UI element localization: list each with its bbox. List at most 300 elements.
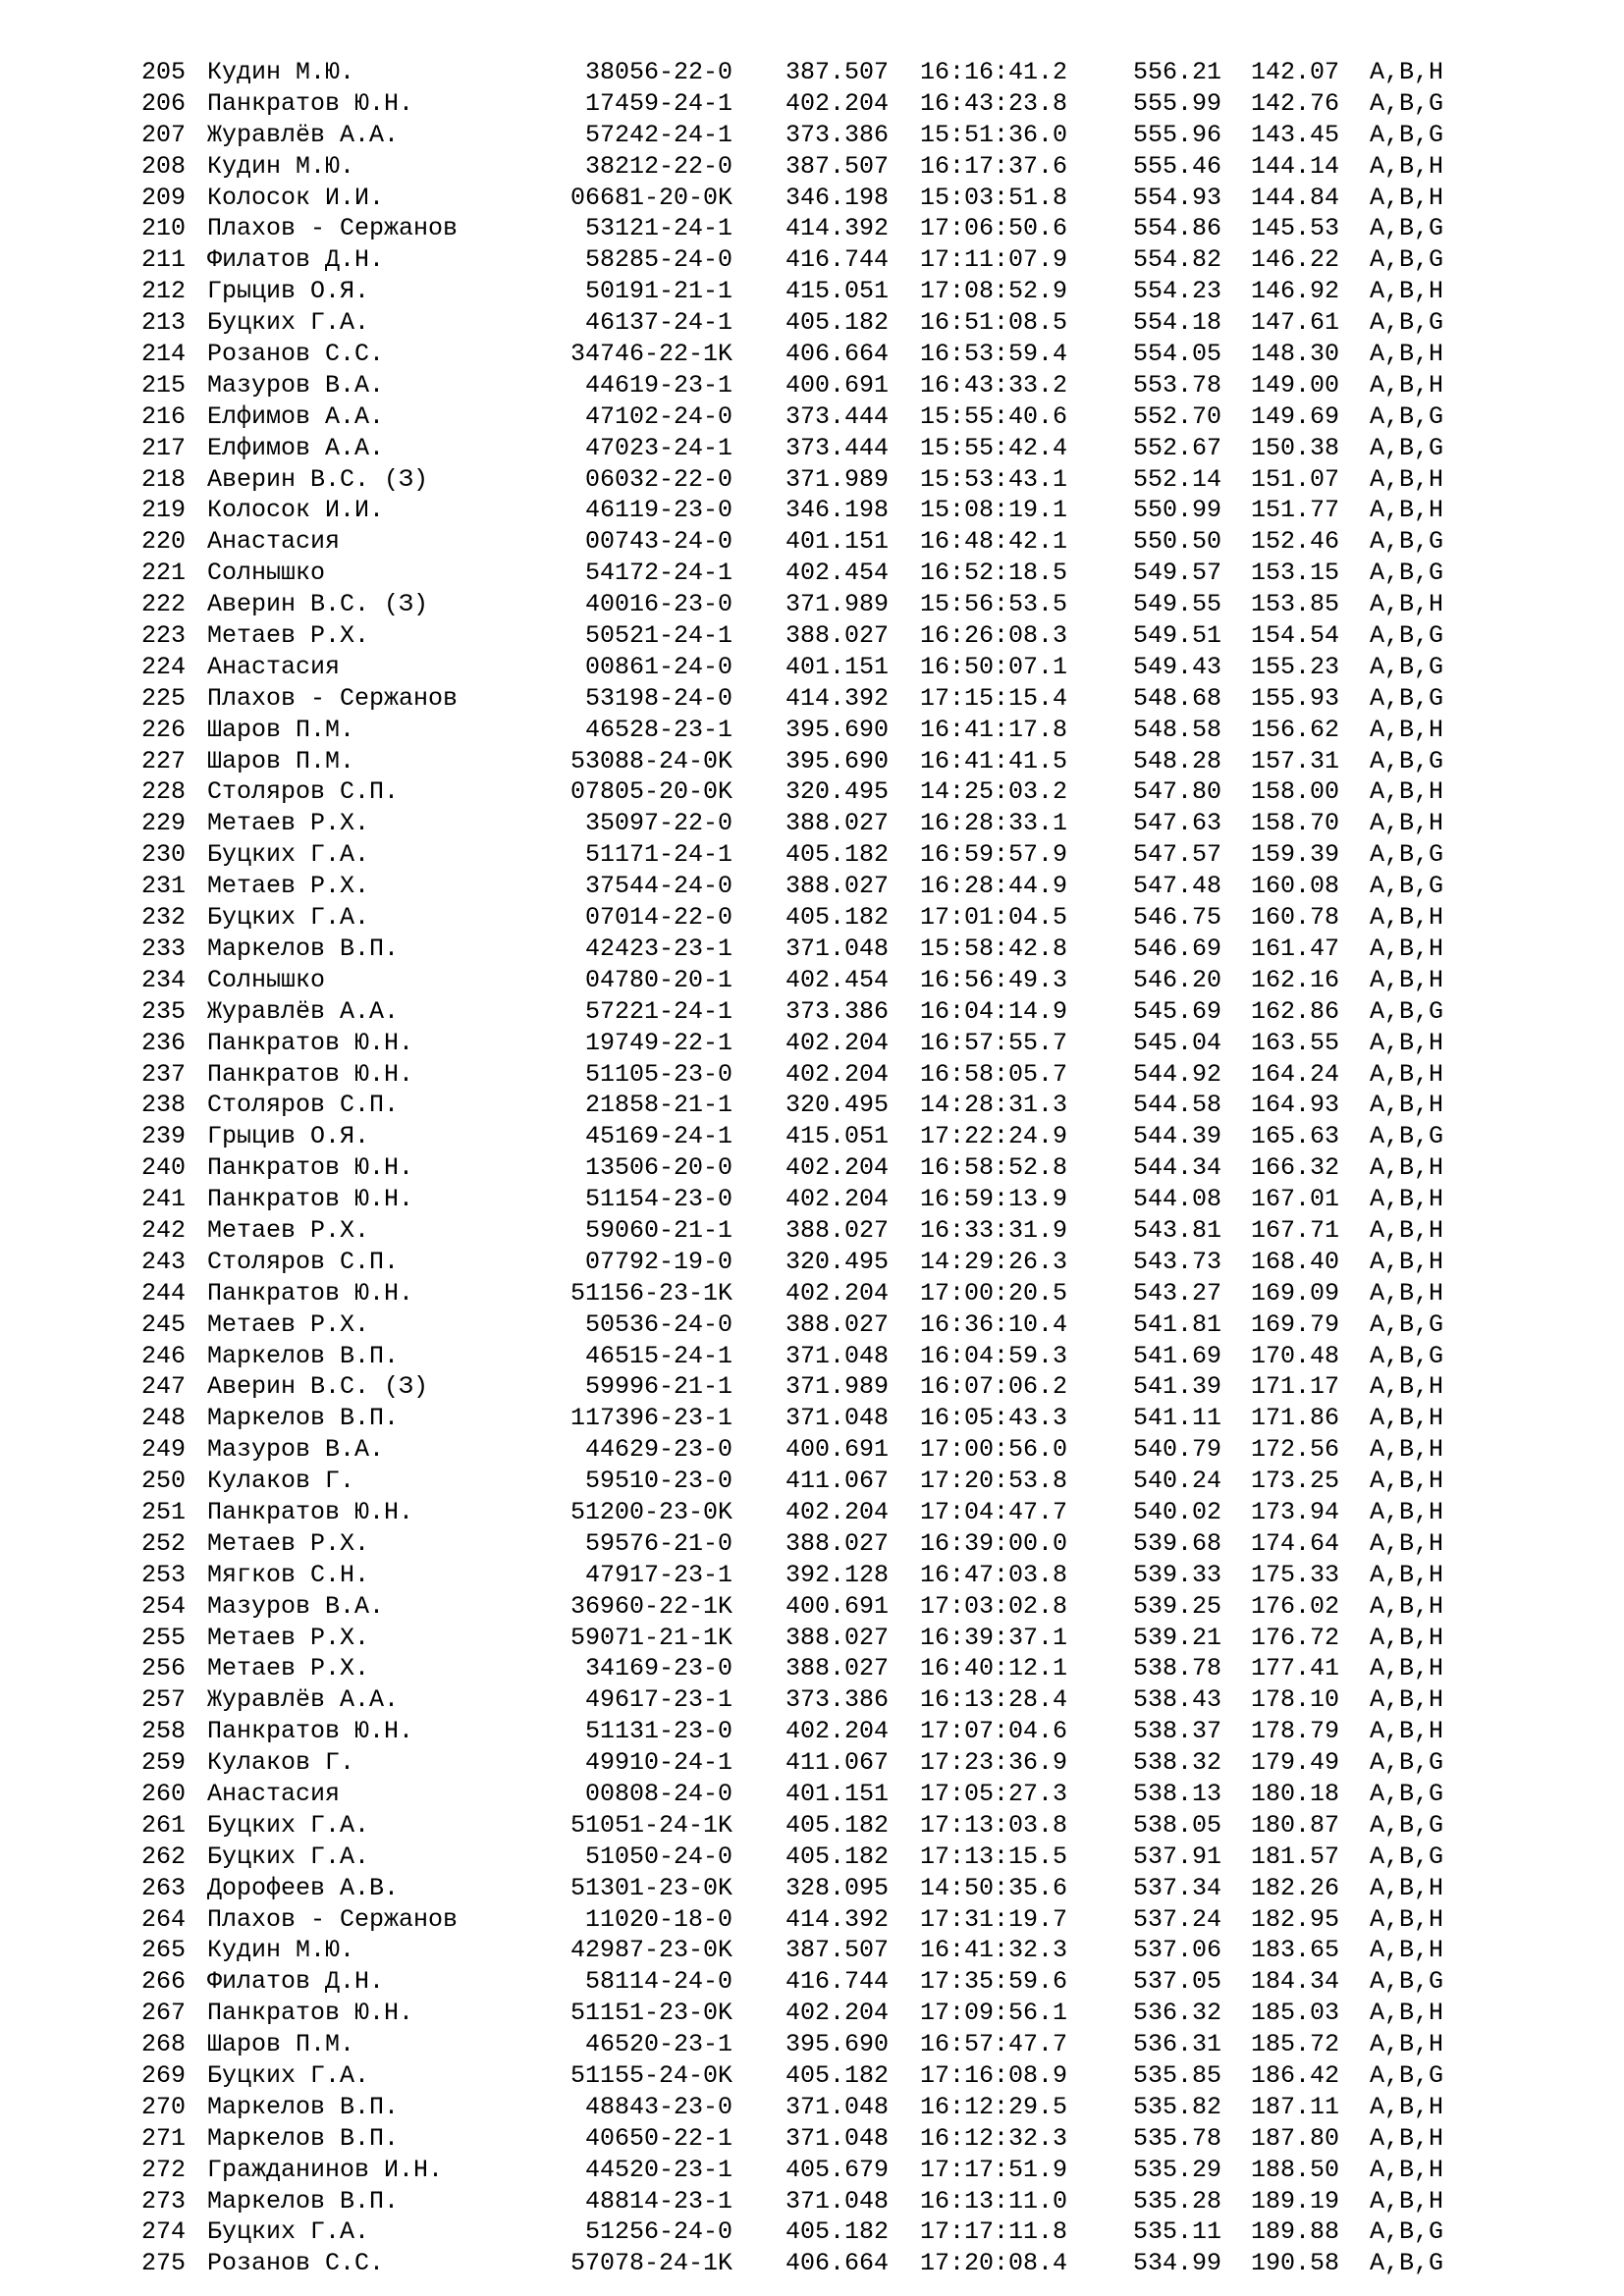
arrival-time-cell: 17:06:50.6 bbox=[920, 214, 1068, 243]
group-cell: A,B,H bbox=[1370, 1904, 1444, 1934]
coefficient-cell: 168.40 bbox=[1251, 1247, 1340, 1276]
place-cell: 253 bbox=[141, 1560, 187, 1589]
fancier-name-cell: Буцких Г.А. bbox=[207, 308, 370, 338]
arrival-time-cell: 16:17:37.6 bbox=[920, 151, 1068, 181]
speed-cell: 544.92 bbox=[1133, 1059, 1222, 1089]
distance-cell: 346.198 bbox=[785, 183, 890, 212]
distance-cell: 373.386 bbox=[785, 996, 890, 1026]
fancier-name-cell: Мазуров В.А. bbox=[207, 370, 385, 400]
coefficient-cell: 174.64 bbox=[1251, 1528, 1340, 1558]
speed-cell: 547.48 bbox=[1133, 872, 1222, 901]
ring-number-cell: 51051-24-1K bbox=[569, 1810, 732, 1840]
coefficient-cell: 144.84 bbox=[1251, 183, 1340, 212]
place-cell: 209 bbox=[141, 183, 187, 212]
arrival-time-cell: 16:12:29.5 bbox=[920, 2092, 1068, 2121]
coefficient-cell: 169.79 bbox=[1251, 1309, 1340, 1339]
group-cell: A,B,H bbox=[1370, 1591, 1444, 1621]
distance-cell: 402.454 bbox=[785, 559, 890, 588]
place-cell: 259 bbox=[141, 1748, 187, 1778]
speed-cell: 540.79 bbox=[1133, 1435, 1222, 1465]
distance-cell: 402.204 bbox=[785, 88, 890, 118]
group-cell: A,B,H bbox=[1370, 58, 1444, 86]
coefficient-cell: 150.38 bbox=[1251, 433, 1340, 462]
distance-cell: 405.182 bbox=[785, 840, 890, 870]
place-cell: 237 bbox=[141, 1059, 187, 1089]
place-cell: 266 bbox=[141, 1967, 187, 1997]
coefficient-cell: 163.55 bbox=[1251, 1028, 1340, 1057]
arrival-time-cell: 16:36:10.4 bbox=[920, 1309, 1068, 1339]
ring-number-cell: 59510-23-0 bbox=[584, 1467, 732, 1496]
fancier-name-cell: Метаев Р.Х. bbox=[207, 872, 370, 901]
distance-cell: 371.989 bbox=[785, 464, 890, 494]
ring-number-cell: 19749-22-1 bbox=[584, 1028, 732, 1057]
coefficient-cell: 162.16 bbox=[1251, 965, 1340, 994]
distance-cell: 402.204 bbox=[785, 1717, 890, 1746]
distance-cell: 373.386 bbox=[785, 120, 890, 149]
place-cell: 213 bbox=[141, 308, 187, 338]
distance-cell: 388.027 bbox=[785, 872, 890, 901]
ring-number-cell: 51156-23-1K bbox=[569, 1278, 732, 1308]
distance-cell: 320.495 bbox=[785, 1091, 890, 1120]
place-cell: 270 bbox=[141, 2092, 187, 2121]
arrival-time-cell: 15:53:43.1 bbox=[920, 464, 1068, 494]
arrival-time-cell: 16:16:41.2 bbox=[920, 58, 1068, 86]
speed-cell: 547.57 bbox=[1133, 840, 1222, 870]
group-cell: A,B,G bbox=[1370, 1748, 1444, 1778]
group-cell: A,B,H bbox=[1370, 1528, 1444, 1558]
ring-number-cell: 07014-22-0 bbox=[584, 903, 732, 933]
arrival-time-cell: 15:08:19.1 bbox=[920, 496, 1068, 525]
fancier-name-cell: Солнышко bbox=[207, 965, 326, 994]
place-cell: 241 bbox=[141, 1185, 187, 1214]
arrival-time-cell: 16:43:23.8 bbox=[920, 88, 1068, 118]
distance-cell: 373.386 bbox=[785, 1685, 890, 1715]
arrival-time-cell: 16:39:37.1 bbox=[920, 1623, 1068, 1652]
speed-cell: 555.96 bbox=[1133, 120, 1222, 149]
coefficient-cell: 160.78 bbox=[1251, 903, 1340, 933]
coefficient-cell: 182.26 bbox=[1251, 1873, 1340, 1902]
coefficient-cell: 153.15 bbox=[1251, 559, 1340, 588]
coefficient-cell: 180.87 bbox=[1251, 1810, 1340, 1840]
place-cell: 233 bbox=[141, 934, 187, 963]
group-cell: A,B,G bbox=[1370, 401, 1444, 431]
speed-cell: 537.06 bbox=[1133, 1936, 1222, 1965]
fancier-name-cell: Панкратов Ю.Н. bbox=[207, 1028, 414, 1057]
group-cell: A,B,G bbox=[1370, 2249, 1444, 2278]
ring-number-cell: 07792-19-0 bbox=[584, 1247, 732, 1276]
arrival-time-cell: 17:20:08.4 bbox=[920, 2249, 1068, 2278]
distance-cell: 414.392 bbox=[785, 214, 890, 243]
group-cell: A,B,H bbox=[1370, 809, 1444, 838]
place-cell: 222 bbox=[141, 590, 187, 619]
coefficient-cell: 173.25 bbox=[1251, 1467, 1340, 1496]
coefficient-cell: 149.00 bbox=[1251, 370, 1340, 400]
arrival-time-cell: 14:29:26.3 bbox=[920, 1247, 1068, 1276]
arrival-time-cell: 17:11:07.9 bbox=[920, 245, 1068, 275]
distance-cell: 402.204 bbox=[785, 1153, 890, 1183]
ring-number-cell: 44619-23-1 bbox=[584, 370, 732, 400]
group-cell: A,B,G bbox=[1370, 746, 1444, 775]
place-cell: 263 bbox=[141, 1873, 187, 1902]
coefficient-cell: 146.22 bbox=[1251, 245, 1340, 275]
ring-number-cell: 34746-22-1K bbox=[569, 340, 732, 369]
arrival-time-cell: 16:50:07.1 bbox=[920, 652, 1068, 681]
group-cell: A,B,H bbox=[1370, 1717, 1444, 1746]
arrival-time-cell: 16:59:57.9 bbox=[920, 840, 1068, 870]
ring-number-cell: 48814-23-1 bbox=[584, 2186, 732, 2216]
group-cell: A,B,H bbox=[1370, 1247, 1444, 1276]
place-cell: 249 bbox=[141, 1435, 187, 1465]
distance-cell: 405.182 bbox=[785, 903, 890, 933]
ring-number-cell: 53088-24-0K bbox=[569, 746, 732, 775]
coefficient-cell: 176.72 bbox=[1251, 1623, 1340, 1652]
group-cell: A,B,H bbox=[1370, 1497, 1444, 1526]
fancier-name-cell: Панкратов Ю.Н. bbox=[207, 1153, 414, 1183]
arrival-time-cell: 16:56:49.3 bbox=[920, 965, 1068, 994]
place-cell: 246 bbox=[141, 1341, 187, 1370]
fancier-name-cell: Маркелов В.П. bbox=[207, 1341, 400, 1370]
fancier-name-cell: Шаров П.М. bbox=[207, 746, 355, 775]
coefficient-cell: 155.23 bbox=[1251, 652, 1340, 681]
distance-cell: 402.204 bbox=[785, 1028, 890, 1057]
distance-cell: 387.507 bbox=[785, 151, 890, 181]
speed-cell: 546.69 bbox=[1133, 934, 1222, 963]
distance-cell: 411.067 bbox=[785, 1748, 890, 1778]
arrival-time-cell: 17:00:20.5 bbox=[920, 1278, 1068, 1308]
group-cell: A,B,H bbox=[1370, 1215, 1444, 1245]
coefficient-cell: 178.10 bbox=[1251, 1685, 1340, 1715]
speed-cell: 540.02 bbox=[1133, 1497, 1222, 1526]
arrival-time-cell: 14:28:31.3 bbox=[920, 1091, 1068, 1120]
speed-cell: 535.78 bbox=[1133, 2123, 1222, 2153]
distance-cell: 402.204 bbox=[785, 1185, 890, 1214]
speed-cell: 547.63 bbox=[1133, 809, 1222, 838]
arrival-time-cell: 16:51:08.5 bbox=[920, 308, 1068, 338]
coefficient-cell: 158.70 bbox=[1251, 809, 1340, 838]
place-cell: 239 bbox=[141, 1122, 187, 1151]
fancier-name-cell: Гражданинов И.Н. bbox=[207, 2155, 444, 2184]
place-cell: 206 bbox=[141, 88, 187, 118]
coefficient-cell: 154.54 bbox=[1251, 621, 1340, 651]
group-cell: A,B,G bbox=[1370, 245, 1444, 275]
distance-cell: 400.691 bbox=[785, 1435, 890, 1465]
fancier-name-cell: Шаров П.М. bbox=[207, 2030, 355, 2059]
fancier-name-cell: Маркелов В.П. bbox=[207, 1404, 400, 1433]
coefficient-cell: 176.02 bbox=[1251, 1591, 1340, 1621]
ring-number-cell: 49617-23-1 bbox=[584, 1685, 732, 1715]
arrival-time-cell: 16:39:00.0 bbox=[920, 1528, 1068, 1558]
ring-number-cell: 47102-24-0 bbox=[584, 401, 732, 431]
ring-number-cell: 00808-24-0 bbox=[584, 1779, 732, 1808]
distance-cell: 402.204 bbox=[785, 1059, 890, 1089]
ring-number-cell: 50191-21-1 bbox=[584, 277, 732, 306]
place-cell: 275 bbox=[141, 2249, 187, 2278]
place-cell: 274 bbox=[141, 2217, 187, 2247]
speed-cell: 555.46 bbox=[1133, 151, 1222, 181]
distance-cell: 388.027 bbox=[785, 621, 890, 651]
speed-cell: 550.50 bbox=[1133, 527, 1222, 557]
distance-cell: 402.204 bbox=[785, 1278, 890, 1308]
speed-cell: 544.39 bbox=[1133, 1122, 1222, 1151]
coefficient-cell: 162.86 bbox=[1251, 996, 1340, 1026]
coefficient-cell: 152.46 bbox=[1251, 527, 1340, 557]
distance-cell: 406.664 bbox=[785, 340, 890, 369]
arrival-time-cell: 16:43:33.2 bbox=[920, 370, 1068, 400]
fancier-name-cell: Панкратов Ю.Н. bbox=[207, 88, 414, 118]
coefficient-cell: 151.07 bbox=[1251, 464, 1340, 494]
coefficient-cell: 188.50 bbox=[1251, 2155, 1340, 2184]
group-cell: A,B,G bbox=[1370, 1122, 1444, 1151]
ring-number-cell: 13506-20-0 bbox=[584, 1153, 732, 1183]
arrival-time-cell: 17:17:11.8 bbox=[920, 2217, 1068, 2247]
place-cell: 243 bbox=[141, 1247, 187, 1276]
distance-cell: 414.392 bbox=[785, 1904, 890, 1934]
ring-number-cell: 51256-24-0 bbox=[584, 2217, 732, 2247]
place-cell: 207 bbox=[141, 120, 187, 149]
arrival-time-cell: 16:57:55.7 bbox=[920, 1028, 1068, 1057]
fancier-name-cell: Колосок И.И. bbox=[207, 496, 385, 525]
arrival-time-cell: 16:28:33.1 bbox=[920, 809, 1068, 838]
place-cell: 251 bbox=[141, 1497, 187, 1526]
coefficient-cell: 149.69 bbox=[1251, 401, 1340, 431]
ring-number-cell: 46515-24-1 bbox=[584, 1341, 732, 1370]
arrival-time-cell: 16:59:13.9 bbox=[920, 1185, 1068, 1214]
place-cell: 231 bbox=[141, 872, 187, 901]
distance-cell: 388.027 bbox=[785, 809, 890, 838]
place-cell: 225 bbox=[141, 683, 187, 713]
distance-cell: 401.151 bbox=[785, 652, 890, 681]
fancier-name-cell: Панкратов Ю.Н. bbox=[207, 1497, 414, 1526]
ring-number-cell: 42987-23-0K bbox=[569, 1936, 732, 1965]
group-cell: A,B,G bbox=[1370, 214, 1444, 243]
arrival-time-cell: 17:35:59.6 bbox=[920, 1967, 1068, 1997]
distance-cell: 411.067 bbox=[785, 1467, 890, 1496]
distance-cell: 395.690 bbox=[785, 746, 890, 775]
arrival-time-cell: 17:05:27.3 bbox=[920, 1779, 1068, 1808]
fancier-name-cell: Буцких Г.А. bbox=[207, 903, 370, 933]
group-cell: A,B,G bbox=[1370, 527, 1444, 557]
ring-number-cell: 46119-23-0 bbox=[584, 496, 732, 525]
fancier-name-cell: Аверин В.С. (З) bbox=[207, 464, 429, 494]
coefficient-cell: 175.33 bbox=[1251, 1560, 1340, 1589]
coefficient-cell: 190.58 bbox=[1251, 2249, 1340, 2278]
distance-cell: 401.151 bbox=[785, 1779, 890, 1808]
fancier-name-cell: Плахов - Сержанов bbox=[207, 683, 459, 713]
arrival-time-cell: 17:00:56.0 bbox=[920, 1435, 1068, 1465]
fancier-name-cell: Маркелов В.П. bbox=[207, 2092, 400, 2121]
group-cell: A,B,H bbox=[1370, 1185, 1444, 1214]
place-cell: 271 bbox=[141, 2123, 187, 2153]
group-cell: A,B,H bbox=[1370, 151, 1444, 181]
fancier-name-cell: Мягков С.Н. bbox=[207, 1560, 370, 1589]
coefficient-cell: 159.39 bbox=[1251, 840, 1340, 870]
group-cell: A,B,H bbox=[1370, 590, 1444, 619]
ring-number-cell: 51301-23-0K bbox=[569, 1873, 732, 1902]
place-cell: 248 bbox=[141, 1404, 187, 1433]
ring-number-cell: 38212-22-0 bbox=[584, 151, 732, 181]
distance-cell: 415.051 bbox=[785, 277, 890, 306]
arrival-time-cell: 15:03:51.8 bbox=[920, 183, 1068, 212]
distance-cell: 402.204 bbox=[785, 1497, 890, 1526]
group-cell: A,B,G bbox=[1370, 1810, 1444, 1840]
fancier-name-cell: Журавлёв А.А. bbox=[207, 996, 400, 1026]
speed-cell: 552.14 bbox=[1133, 464, 1222, 494]
speed-cell: 552.67 bbox=[1133, 433, 1222, 462]
speed-cell: 538.13 bbox=[1133, 1779, 1222, 1808]
coefficient-cell: 151.77 bbox=[1251, 496, 1340, 525]
arrival-time-cell: 17:15:15.4 bbox=[920, 683, 1068, 713]
distance-cell: 387.507 bbox=[785, 58, 890, 86]
ring-number-cell: 51131-23-0 bbox=[584, 1717, 732, 1746]
group-cell: A,B,H bbox=[1370, 1873, 1444, 1902]
group-cell: A,B,H bbox=[1370, 965, 1444, 994]
speed-cell: 544.08 bbox=[1133, 1185, 1222, 1214]
coefficient-cell: 146.92 bbox=[1251, 277, 1340, 306]
ring-number-cell: 44629-23-0 bbox=[584, 1435, 732, 1465]
ring-number-cell: 59996-21-1 bbox=[584, 1372, 732, 1402]
fancier-name-cell: Филатов Д.Н. bbox=[207, 1967, 385, 1997]
arrival-time-cell: 17:13:15.5 bbox=[920, 1842, 1068, 1871]
arrival-time-cell: 16:07:06.2 bbox=[920, 1372, 1068, 1402]
fancier-name-cell: Елфимов А.А. bbox=[207, 401, 385, 431]
place-cell: 269 bbox=[141, 2061, 187, 2090]
place-cell: 208 bbox=[141, 151, 187, 181]
coefficient-cell: 147.61 bbox=[1251, 308, 1340, 338]
fancier-name-cell: Столяров С.П. bbox=[207, 1247, 400, 1276]
fancier-name-cell: Маркелов В.П. bbox=[207, 2186, 400, 2216]
place-cell: 210 bbox=[141, 214, 187, 243]
fancier-name-cell: Столяров С.П. bbox=[207, 777, 400, 807]
place-cell: 238 bbox=[141, 1091, 187, 1120]
coefficient-cell: 169.09 bbox=[1251, 1278, 1340, 1308]
group-cell: A,B,H bbox=[1370, 1435, 1444, 1465]
group-cell: A,B,H bbox=[1370, 715, 1444, 744]
place-cell: 220 bbox=[141, 527, 187, 557]
arrival-time-cell: 16:53:59.4 bbox=[920, 340, 1068, 369]
place-cell: 211 bbox=[141, 245, 187, 275]
speed-cell: 545.69 bbox=[1133, 996, 1222, 1026]
fancier-name-cell: Грыцив О.Я. bbox=[207, 277, 370, 306]
place-cell: 258 bbox=[141, 1717, 187, 1746]
ring-number-cell: 51154-23-0 bbox=[584, 1185, 732, 1214]
distance-cell: 373.444 bbox=[785, 401, 890, 431]
fancier-name-cell: Розанов С.С. bbox=[207, 2249, 385, 2278]
distance-cell: 371.048 bbox=[785, 1404, 890, 1433]
arrival-time-cell: 17:23:36.9 bbox=[920, 1748, 1068, 1778]
group-cell: A,B,H bbox=[1370, 1372, 1444, 1402]
speed-cell: 554.82 bbox=[1133, 245, 1222, 275]
group-cell: A,B,H bbox=[1370, 1999, 1444, 2028]
place-cell: 227 bbox=[141, 746, 187, 775]
place-cell: 219 bbox=[141, 496, 187, 525]
ring-number-cell: 58114-24-0 bbox=[584, 1967, 732, 1997]
fancier-name-cell: Елфимов А.А. bbox=[207, 433, 385, 462]
place-cell: 228 bbox=[141, 777, 187, 807]
distance-cell: 406.664 bbox=[785, 2249, 890, 2278]
arrival-time-cell: 17:20:53.8 bbox=[920, 1467, 1068, 1496]
group-cell: A,B,H bbox=[1370, 1685, 1444, 1715]
fancier-name-cell: Буцких Г.А. bbox=[207, 1842, 370, 1871]
speed-cell: 535.85 bbox=[1133, 2061, 1222, 2090]
distance-cell: 371.048 bbox=[785, 2123, 890, 2153]
speed-cell: 554.86 bbox=[1133, 214, 1222, 243]
coefficient-cell: 183.65 bbox=[1251, 1936, 1340, 1965]
place-cell: 212 bbox=[141, 277, 187, 306]
speed-cell: 538.37 bbox=[1133, 1717, 1222, 1746]
ring-number-cell: 00861-24-0 bbox=[584, 652, 732, 681]
distance-cell: 373.444 bbox=[785, 433, 890, 462]
ring-number-cell: 48843-23-0 bbox=[584, 2092, 732, 2121]
group-cell: A,B,H bbox=[1370, 903, 1444, 933]
distance-cell: 405.182 bbox=[785, 1842, 890, 1871]
ring-number-cell: 21858-21-1 bbox=[584, 1091, 732, 1120]
fancier-name-cell: Солнышко bbox=[207, 559, 326, 588]
arrival-time-cell: 17:17:51.9 bbox=[920, 2155, 1068, 2184]
fancier-name-cell: Кудин М.Ю. bbox=[207, 58, 355, 86]
coefficient-cell: 155.93 bbox=[1251, 683, 1340, 713]
coefficient-cell: 164.93 bbox=[1251, 1091, 1340, 1120]
arrival-time-cell: 15:56:53.5 bbox=[920, 590, 1068, 619]
coefficient-cell: 187.11 bbox=[1251, 2092, 1340, 2121]
ring-number-cell: 40650-22-1 bbox=[584, 2123, 732, 2153]
distance-cell: 405.182 bbox=[785, 2217, 890, 2247]
speed-cell: 543.81 bbox=[1133, 1215, 1222, 1245]
coefficient-cell: 142.07 bbox=[1251, 58, 1340, 86]
coefficient-cell: 172.56 bbox=[1251, 1435, 1340, 1465]
speed-cell: 538.43 bbox=[1133, 1685, 1222, 1715]
place-cell: 218 bbox=[141, 464, 187, 494]
coefficient-cell: 170.48 bbox=[1251, 1341, 1340, 1370]
ring-number-cell: 11020-18-0 bbox=[584, 1904, 732, 1934]
coefficient-cell: 143.45 bbox=[1251, 120, 1340, 149]
coefficient-cell: 187.80 bbox=[1251, 2123, 1340, 2153]
ring-number-cell: 58285-24-0 bbox=[584, 245, 732, 275]
ring-number-cell: 50536-24-0 bbox=[584, 1309, 732, 1339]
speed-cell: 536.31 bbox=[1133, 2030, 1222, 2059]
distance-cell: 414.392 bbox=[785, 683, 890, 713]
distance-cell: 402.204 bbox=[785, 1999, 890, 2028]
place-cell: 215 bbox=[141, 370, 187, 400]
group-cell: A,B,G bbox=[1370, 840, 1444, 870]
speed-cell: 545.04 bbox=[1133, 1028, 1222, 1057]
arrival-time-cell: 16:47:03.8 bbox=[920, 1560, 1068, 1589]
speed-cell: 554.05 bbox=[1133, 340, 1222, 369]
speed-cell: 538.05 bbox=[1133, 1810, 1222, 1840]
group-cell: A,B,H bbox=[1370, 1404, 1444, 1433]
coefficient-cell: 164.24 bbox=[1251, 1059, 1340, 1089]
speed-cell: 556.21 bbox=[1133, 58, 1222, 86]
speed-cell: 543.27 bbox=[1133, 1278, 1222, 1308]
place-cell: 260 bbox=[141, 1779, 187, 1808]
arrival-time-cell: 16:12:32.3 bbox=[920, 2123, 1068, 2153]
place-cell: 272 bbox=[141, 2155, 187, 2184]
fancier-name-cell: Аверин В.С. (З) bbox=[207, 590, 429, 619]
place-cell: 252 bbox=[141, 1528, 187, 1558]
place-cell: 221 bbox=[141, 559, 187, 588]
fancier-name-cell: Грыцив О.Я. bbox=[207, 1122, 370, 1151]
coefficient-cell: 158.00 bbox=[1251, 777, 1340, 807]
group-cell: A,B,G bbox=[1370, 996, 1444, 1026]
coefficient-cell: 165.63 bbox=[1251, 1122, 1340, 1151]
fancier-name-cell: Плахов - Сержанов bbox=[207, 214, 459, 243]
speed-cell: 535.28 bbox=[1133, 2186, 1222, 2216]
fancier-name-cell: Анастасия bbox=[207, 652, 341, 681]
coefficient-cell: 145.53 bbox=[1251, 214, 1340, 243]
speed-cell: 547.80 bbox=[1133, 777, 1222, 807]
distance-cell: 405.182 bbox=[785, 1810, 890, 1840]
coefficient-cell: 161.47 bbox=[1251, 934, 1340, 963]
arrival-time-cell: 16:57:47.7 bbox=[920, 2030, 1068, 2059]
